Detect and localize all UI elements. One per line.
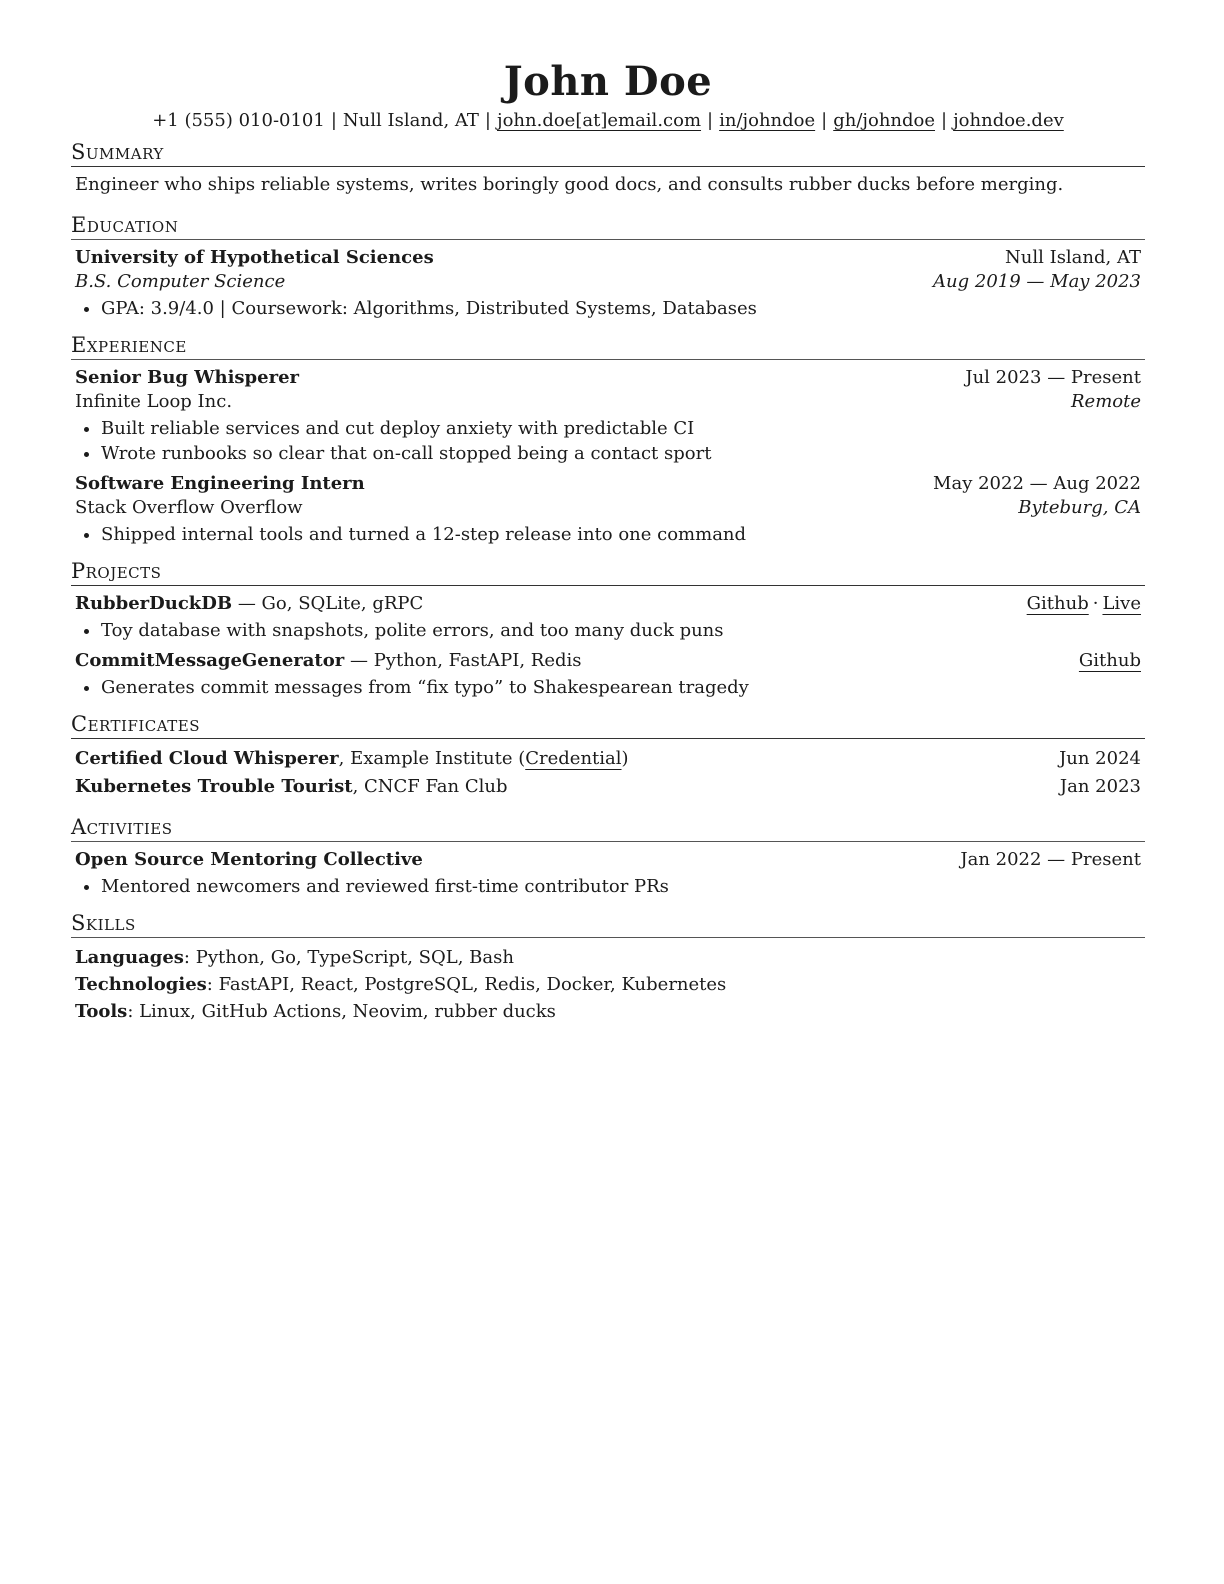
activity-dates: Jan 2022 — Present (960, 849, 1141, 870)
list-item: • Generates commit messages from “fix typo” to Shakespearean tragedy (101, 675, 1145, 700)
project-heading (75, 649, 582, 673)
project-tech: — Python, FastAPI, Redis (344, 650, 582, 671)
section-title-summary: Summary (71, 138, 1145, 167)
list-item: • Mentored newcomers and reviewed first-time contributor PRs (101, 874, 1145, 899)
project-name: CommitMessageGenerator (75, 650, 345, 671)
activity-entry (71, 848, 1145, 899)
project-name: RubberDuckDB (75, 593, 233, 614)
candidate-name: John Doe (503, 58, 713, 105)
experience-section (71, 331, 1145, 547)
certificate-heading (75, 773, 507, 801)
job-dates: May 2022 — Aug 2022 (933, 473, 1141, 494)
project-entry (71, 592, 1145, 643)
skills-label: Tools (75, 1001, 128, 1022)
skills-value: : Python, Go, TypeScript, SQL, Bash (183, 947, 514, 968)
job-title: Software Engineering Intern (75, 473, 365, 494)
project-header-row (71, 592, 1145, 616)
skills-line (71, 998, 1145, 1025)
section-title-education: Education (71, 211, 1145, 240)
activities-section (71, 813, 1145, 899)
project-github-link[interactable]: Github (1026, 593, 1089, 614)
contact-line (71, 108, 1145, 134)
section-title-skills: Skills (71, 909, 1145, 938)
school-location: Null Island, AT (1005, 247, 1141, 268)
linkedin-link[interactable]: in/johndoe (719, 110, 816, 131)
list-item: • Wrote runbooks so clear that on-call stopped being a contact sport (101, 441, 1145, 466)
list-item: • GPA: 3.9/4.0 | Coursework: Algorithms, Distributed Systems, Databases (101, 296, 1145, 321)
certificate-issuer: , CNCF Fan Club (352, 776, 508, 797)
skills-value: : Linux, GitHub Actions, Neovim, rubber ducks (127, 1001, 556, 1022)
certificate-row (71, 773, 1145, 801)
experience-header-row (71, 472, 1145, 496)
project-live-link[interactable]: Live (1102, 593, 1141, 614)
certificate-date: Jun 2024 (1059, 748, 1141, 769)
skills-line (71, 971, 1145, 998)
certificate-close: ) (621, 748, 629, 769)
education-header-row (71, 246, 1145, 270)
location: Null Island, AT (342, 110, 479, 131)
list-item: • Shipped internal tools and turned a 12-step release into one command (101, 522, 1145, 547)
separator: | (821, 110, 828, 131)
link-separator: · (1092, 593, 1099, 614)
section-title-certificates: Certificates (71, 710, 1145, 739)
company-name: Infinite Loop Inc. (75, 391, 233, 412)
education-subheader-row (71, 270, 1145, 294)
experience-subheader-row (71, 496, 1145, 520)
github-link[interactable]: gh/johndoe (833, 110, 936, 131)
certificates-section (71, 710, 1145, 801)
skills-label: Technologies (75, 974, 207, 995)
project-github-link[interactable]: Github (1078, 650, 1141, 671)
skills-line (71, 944, 1145, 971)
separator: | (484, 110, 491, 131)
section-title-experience: Experience (71, 331, 1145, 360)
experience-entry (71, 366, 1145, 466)
certificate-date: Jan 2023 (1059, 776, 1141, 797)
projects-section (71, 557, 1145, 700)
list-item: • Toy database with snapshots, polite errors, and too many duck puns (101, 618, 1145, 643)
skills-section (71, 909, 1145, 1025)
activity-bullets (71, 874, 1145, 899)
education-bullets (71, 296, 1145, 321)
job-location: Byteburg, CA (1018, 497, 1141, 518)
education-entry (71, 246, 1145, 321)
summary-text: Engineer who ships reliable systems, writes boringly good docs, and consults rubber ducks before merging. (75, 174, 1064, 195)
list-item: • Built reliable services and cut deploy anxiety with predictable CI (101, 416, 1145, 441)
project-bullets (71, 618, 1145, 643)
section-title-activities: Activities (71, 813, 1145, 842)
certificate-issuer: , Example Institute ( (338, 748, 526, 769)
separator: | (941, 110, 948, 131)
summary-section (71, 138, 1145, 197)
degree: B.S. Computer Science (75, 271, 286, 292)
company-name: Stack Overflow Overflow (75, 497, 303, 518)
certificate-name: Certified Cloud Whisperer (75, 748, 339, 769)
job-title: Senior Bug Whisperer (75, 367, 300, 388)
resume-page (71, 58, 1145, 1025)
education-dates: Aug 2019 — May 2023 (933, 271, 1141, 292)
skills-value: : FastAPI, React, PostgreSQL, Redis, Docker, Kubernetes (206, 974, 727, 995)
job-location: Remote (1071, 391, 1141, 412)
project-heading (75, 592, 423, 616)
website-link[interactable]: johndoe.dev (953, 110, 1064, 131)
credential-link[interactable]: Credential (525, 748, 622, 769)
project-bullets (71, 675, 1145, 700)
certificate-name: Kubernetes Trouble Tourist (75, 776, 353, 797)
certificate-heading (75, 745, 629, 773)
phone: +1 (555) 010-0101 (152, 110, 325, 131)
project-entry (71, 649, 1145, 700)
certificate-row (71, 745, 1145, 773)
skills-label: Languages (75, 947, 184, 968)
separator: | (330, 110, 337, 131)
project-links (1027, 592, 1141, 616)
education-section (71, 211, 1145, 321)
activity-name: Open Source Mentoring Collective (75, 849, 423, 870)
experience-bullets (71, 522, 1145, 547)
experience-subheader-row (71, 390, 1145, 414)
experience-header-row (71, 366, 1145, 390)
email-link[interactable]: john.doe[at]email.com (497, 110, 702, 131)
school-name: University of Hypothetical Sciences (75, 247, 434, 268)
project-header-row (71, 649, 1145, 673)
job-dates: Jul 2023 — Present (965, 367, 1141, 388)
experience-entry (71, 472, 1145, 547)
separator: | (707, 110, 714, 131)
section-title-projects: Projects (71, 557, 1145, 586)
project-tech: — Go, SQLite, gRPC (232, 593, 424, 614)
activity-header-row (71, 848, 1145, 872)
experience-bullets (71, 416, 1145, 466)
